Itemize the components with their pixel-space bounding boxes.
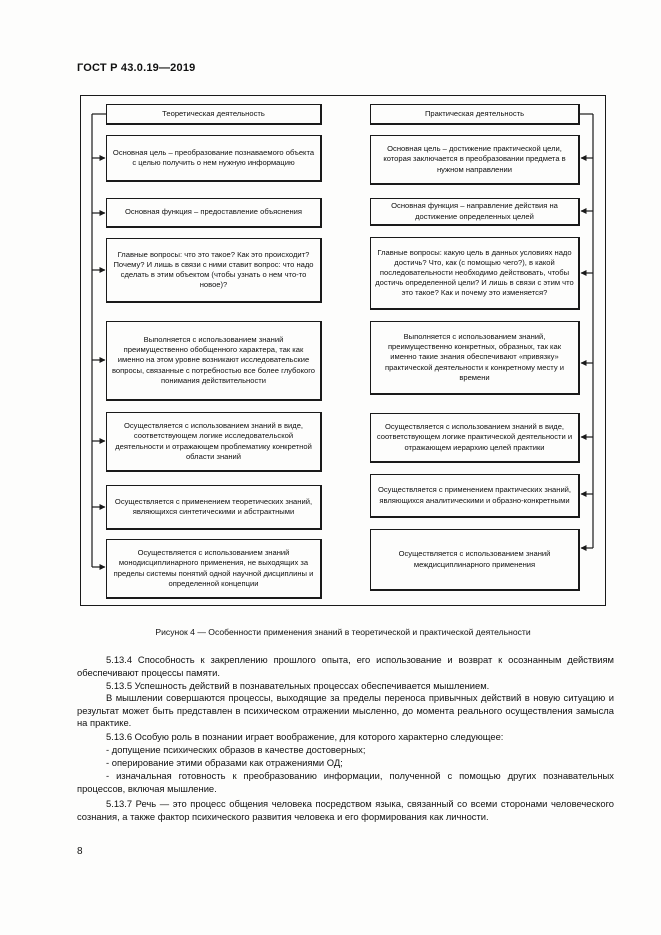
left-box-knowledge-type: Выполняется с использованием знаний преимущественно обобщенного характера, так как именно на этом уровне возникают исследовательские вопросы, связанные с потребностью все более глубокого понимания действительности [106,321,322,401]
left-box-questions: Главные вопросы: что это такое? Как это происходит? Почему? И лишь в связи с ними ставит вопрос: что надо сделать в этим объектом (чтобы узнать о нем что-то новое)? [106,238,322,303]
right-box-knowledge-form: Осуществляется с использованием знаний в виде, соответствующем логике практической деятельности и отражающем иерархию целей практики [370,413,580,463]
figure-caption: Рисунок 4 — Особенности применения знаний в теоретической и практической деятельности [155,627,531,637]
paragraph-thinking: В мышлении совершаются процессы, выходящие за пределы переноса привычных действий в новую ситуацию и результат может быть представлен в психическом отражении мысленно, до момента реального осуществления замысла на практике. [77,692,614,729]
right-box-knowledge-type: Выполняется с использованием знаний, преимущественно конкретных, образных, так как именно такие знания обеспечивают «привязку» практической деятельности к конкретному месту и времени [370,321,580,395]
right-box-practical-knowledge: Осуществляется с применением практических знаний, являющихся аналитическими и образно-конкретными [370,474,580,518]
left-box-function: Основная функция – предоставление объяснения [106,198,322,228]
list-item-2: - оперирование этими образами как отражениями ОД; [106,757,343,768]
paragraph-5-13-7: 5.13.7 Речь — это процесс общения человека посредством языка, связанный со всеми сторонами человеческого сознания, а также фактор психического развития человека и его формирования как личности. [77,798,614,822]
right-box-questions: Главные вопросы: какую цель в данных условиях надо достичь? Что, как (с помощью чего?), в какой последовательности необходимо действовать, чтобы достичь определенной цели? И лишь в связи с этим что это такое? Как и почему это изменяется? [370,237,580,310]
right-box-function: Основная функция – направление действия на достижение определенных целей [370,198,580,226]
paragraph-5-13-5: 5.13.5 Успешность действий в познавательных процессах обеспечивается мышлением. [106,680,490,691]
right-column-header: Практическая деятельность [370,104,580,125]
right-box-goal: Основная цель – достижение практической цели, которая заключается в преобразовании предмета в нужном направлении [370,135,580,185]
list-item-1: - допущение психических образов в качестве достоверных; [106,744,366,755]
left-box-monodisciplinary: Осуществляется с использованием знаний монодисциплинарного применения, не выходящих за пределы системы понятий одной научной дисциплины и определенной концепции [106,539,322,599]
left-box-goal: Основная цель – преобразование познаваемого объекта с целью получить о нем нужную информацию [106,135,322,182]
right-box-interdisciplinary: Осуществляется с использованием знаний междисциплинарного применения [370,529,580,591]
list-item-3: - изначальная готовность к преобразованию информации, полученной с помощью других познавательных процессов, включая мышление. [77,770,614,794]
page-number: 8 [77,846,83,857]
left-box-theoretical-knowledge: Осуществляется с применением теоретических знаний, являющихся синтетическими и абстрактными [106,485,322,530]
left-column-header: Теоретическая деятельность [106,104,322,125]
document-header: ГОСТ Р 43.0.19—2019 [77,62,196,74]
left-box-knowledge-form: Осуществляется с использованием знаний в виде, соответствующем логике исследовательской деятельности и отражающем проблематику конкретной области знаний [106,412,322,472]
paragraph-5-13-4: 5.13.4 Способность к закреплению прошлого опыта, его использование и возврат к осознанным действиям обеспечивают процессы памяти. [77,654,614,678]
paragraph-5-13-6: 5.13.6 Особую роль в познании играет воображение, для которого характерно следующее: [106,731,504,742]
